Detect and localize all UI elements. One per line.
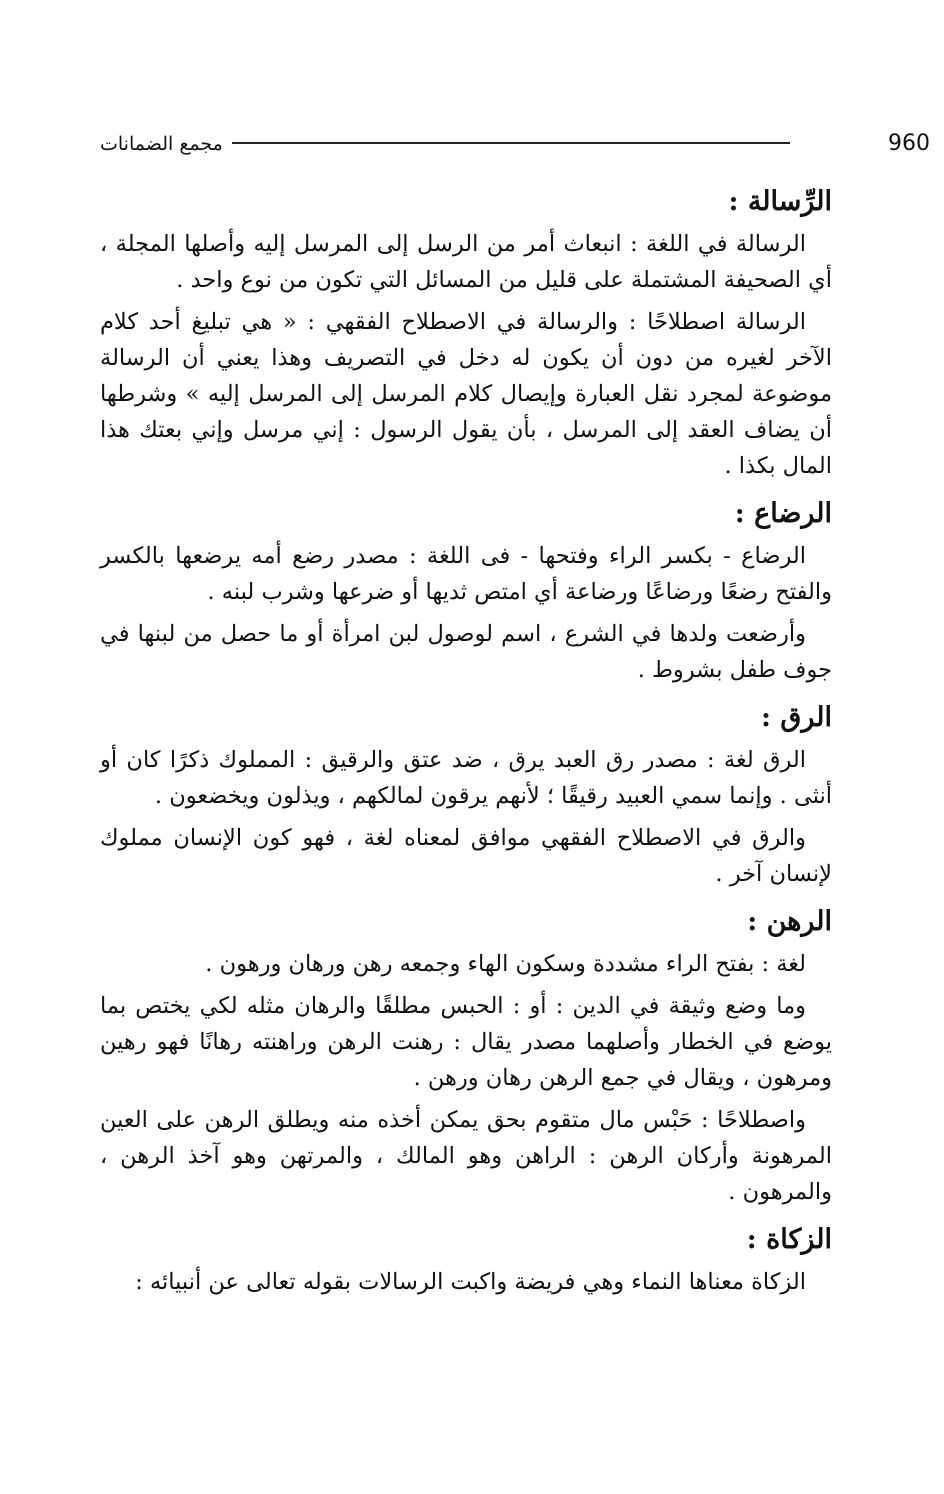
section-zakat bbox=[100, 1216, 832, 1300]
section-riq bbox=[100, 694, 832, 892]
paragraph: الرسالة في اللغة : انبعاث أمر من الرسل إلى المرسل إليه وأصلها المجلة ، أي الصحيفة المشتملة على قليل من المسائل التي تكون من نوع واحد . bbox=[100, 231, 832, 293]
section-rahn bbox=[100, 898, 832, 1210]
section-risala bbox=[100, 178, 832, 484]
paragraph: لغة : بفتح الراء مشددة وسكون الهاء وجمعه رهن ورهان ورهون . bbox=[205, 951, 806, 977]
paragraph: الرسالة اصطلاحًا : والرسالة في الاصطلاح الفقهي : « هي تبليغ أحد كلام الآخر لغيره من دون أن يكون له دخل في التصريف وهذا يعني أن الرسالة موضوعة لمجرد نقل العبارة وإيصال كلام المرسل إلى المرسل إليه » وشرطها أن يضاف العقد إلى المرسل ، بأن يقول الرسول : إني مرسل وإني بعتك هذا المال بكذا . bbox=[100, 309, 832, 479]
paragraph: وما وضع وثيقة في الدين : أو : الحبس مطلقًا والرهان مثله لكي يختص بما يوضع في الخطار وأصلهما مصدر يقال : رهنت الرهن وراهنته رهانًا فهو رهين ومرهون ، ويقال في جمع الرهن رهان ورهن . bbox=[100, 993, 832, 1091]
term-heading: الرق : bbox=[761, 702, 832, 733]
page-body bbox=[100, 178, 832, 1306]
running-title: مجمع الضمانات bbox=[100, 133, 223, 155]
header-rule bbox=[232, 142, 790, 144]
section-rada bbox=[100, 490, 832, 688]
paragraph: والرق في الاصطلاح الفقهي موافق لمعناه لغة ، فهو كون الإنسان مملوك لإنسان آخر . bbox=[100, 825, 832, 887]
page-header bbox=[100, 128, 930, 160]
paragraph: الرق لغة : مصدر رق العبد يرق ، ضد عتق والرقيق : المملوك ذكرًا كان أو أنثى . وإنما سمي العبيد رقيقًا ؛ لأنهم يرقون لمالكهم ، ويذلون ويخضعون . bbox=[100, 747, 832, 809]
term-heading: الرضاع : bbox=[734, 498, 832, 529]
term-heading: الزكاة : bbox=[746, 1224, 832, 1255]
term-heading: الرهن : bbox=[747, 906, 832, 937]
paragraph: وأرضعت ولدها في الشرع ، اسم لوصول لبن امرأة أو ما حصل من لبنها في جوف طفل بشروط . bbox=[100, 621, 832, 683]
paragraph: الرضاع - بكسر الراء وفتحها - فى اللغة : مصدر رضع أمه يرضعها بالكسر والفتح رضعًا ورضاعًا ورضاعة أي امتص ثديها أو ضرعها وشرب لبنه . bbox=[100, 543, 832, 605]
page-number: 960 bbox=[888, 131, 930, 156]
paragraph: واصطلاحًا : حَبْس مال متقوم بحق يمكن أخذه منه ويطلق الرهن على العين المرهونة وأركان الرهن : الراهن وهو المالك ، والمرتهن وهو آخذ الرهن ، والمرهون . bbox=[100, 1107, 832, 1205]
term-heading: الرِّسالة : bbox=[728, 186, 832, 217]
paragraph: الزكاة معناها النماء وهي فريضة واكبت الرسالات بقوله تعالى عن أنبيائه : bbox=[135, 1269, 806, 1295]
